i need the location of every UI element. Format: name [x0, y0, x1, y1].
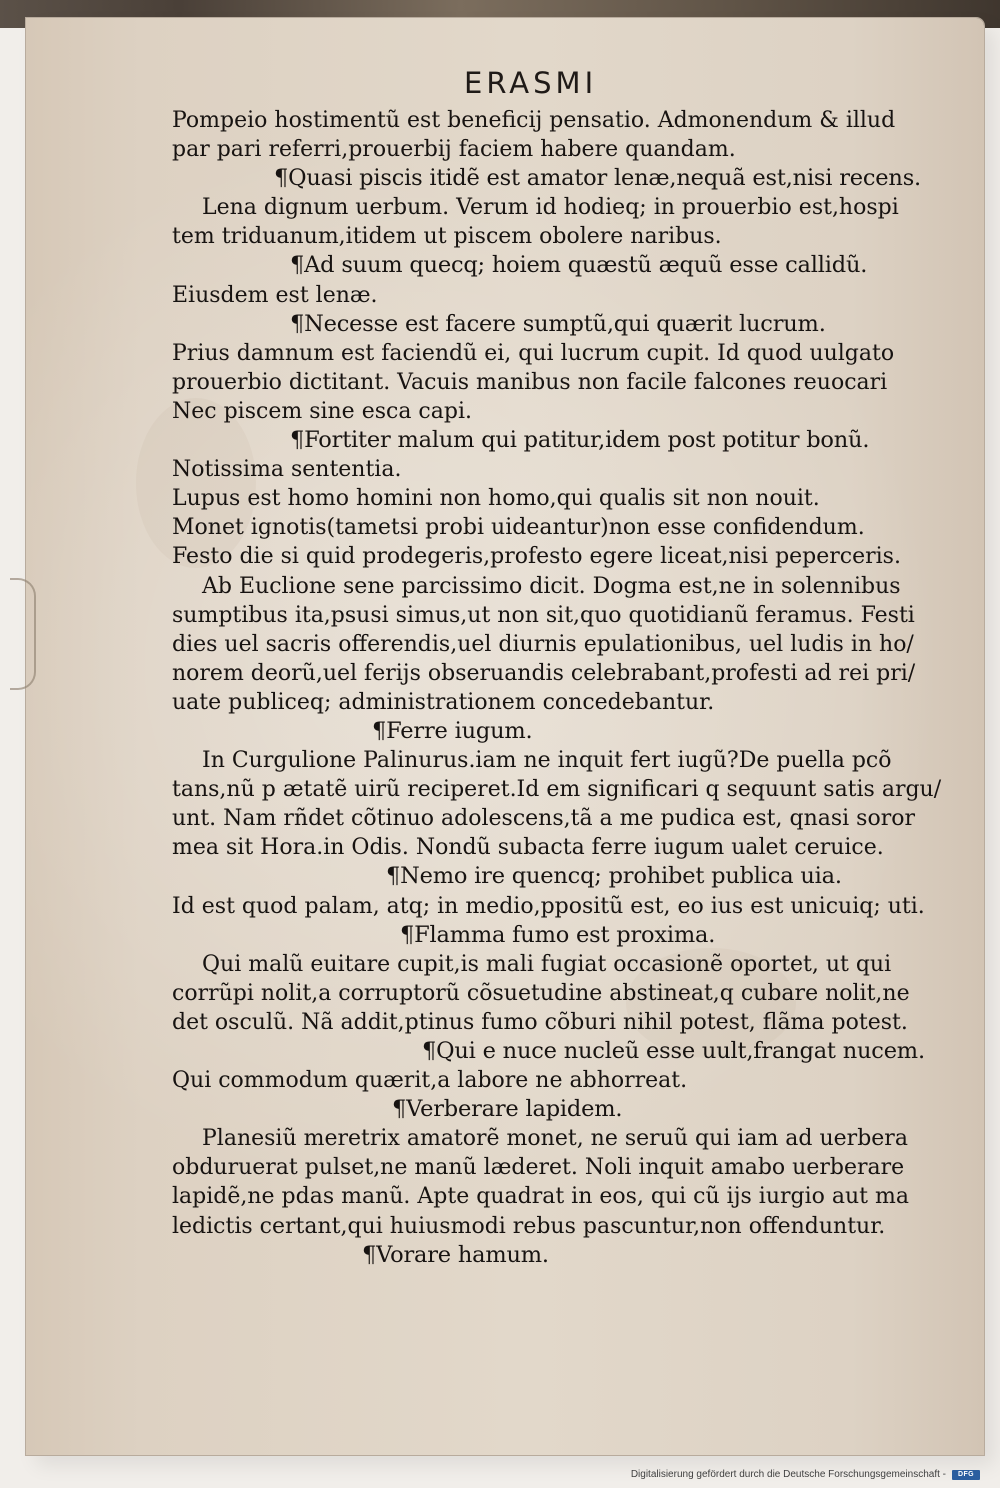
text-line: obduruerat pulset,ne manũ læderet. Noli inquit amabo uerberare [172, 1155, 905, 1181]
text-line: Lena dignum uerbum. Verum id hodieq; in prouerbio est,hospi [202, 195, 899, 221]
text-line: sumptibus ita,psusi simus,ut non sit,quo quotidianũ feramus. Festi [172, 602, 915, 628]
text-line: norem deorũ,uel ferijs obseruandis celebrabant,profesti ad rei pri/ [172, 660, 916, 686]
proverb-heading: ¶Vorare hamum. [362, 1241, 549, 1268]
credit-text: Digitalisierung gefördert durch die Deutsche Forschungsgemeinschaft - [630, 1469, 946, 1480]
text-line: Eiusdem est lenæ. [172, 282, 378, 308]
text-line: Notissima sententia. [172, 457, 402, 483]
text-line: Festo die si quid prodegeris,profesto egere liceat,nisi peperceris. [172, 544, 901, 570]
text-line: corrũpi nolit,a corruptorũ cõsuetudine abstineat,q cubare nolit,ne [172, 980, 910, 1006]
text-line: tans,nũ p ætatẽ uirũ reciperet.Id em significari q sequunt satis argu/ [172, 777, 942, 803]
proverb-heading: ¶Qui e nuce nucleũ esse uult,frangat nucem. [422, 1038, 925, 1064]
text-line: Planesiũ meretrix amatorẽ monet, ne seruũ qui iam ad uerbera [202, 1126, 908, 1152]
page-text [172, 106, 942, 1270]
text-line: Prius damnum est faciendũ ei, qui lucrum cupit. Id quod uulgato [172, 340, 895, 366]
text-line: lapidẽ,ne pdas manũ. Apte quadrat in eos, qui cũ ijs iurgio aut ma [172, 1184, 909, 1210]
book-page [26, 18, 984, 1455]
text-line: Ab Euclione sene parcissimo dicit. Dogma est,ne in solennibus [202, 573, 901, 599]
text-line: det osculũ. Nã addit,ptinus fumo cõburi nihil potest, flãma potest. [172, 1009, 908, 1035]
text-line: par pari referri,prouerbij faciem habere quandam. [172, 137, 736, 163]
text-line: Pompeio hostimentũ est beneficij pensatio. Admonendum & illud [172, 108, 896, 133]
proverb-heading: ¶Necesse est facere sumptũ,qui quærit lucrum. [290, 310, 826, 337]
dfg-logo: DFG [952, 1470, 980, 1480]
text-line: prouerbio dictitant. Vacuis manibus non facile falcones reuocari [172, 369, 888, 395]
proverb-heading: ¶Nemo ire quencq; prohibet publica uia. [386, 863, 842, 890]
proverb-heading: ¶Ferre iugum. [372, 717, 533, 744]
digitization-credit [631, 1469, 980, 1480]
text-line: Id est quod palam, atq; in medio,ppositũ est, eo ius est unicuiq; uti. [172, 893, 925, 919]
text-line: uate publiceq; administrationem concedebantur. [172, 689, 715, 715]
proverb-heading: ¶Quasi piscis itidẽ est amator lenæ,nequã est,nisi recens. [274, 165, 922, 192]
text-line: unt. Nam rñdet cõtinuo adolescens,tã a me pudica est, qnasi soror [172, 806, 915, 832]
text-line: ledictis certant,qui huiusmodi rebus pascuntur,non offenduntur. [172, 1213, 886, 1239]
text-line: Lupus est homo homini non homo,qui qualis sit non nouit. [172, 486, 820, 512]
text-line: mea sit Hora.in Odis. Nondũ subacta ferre iugum ualet ceruice. [172, 835, 884, 861]
proverb-heading: ¶Fortiter malum qui patitur,idem post potitur bonũ. [290, 427, 870, 454]
proverb-heading: ¶Verberare lapidem. [392, 1096, 623, 1123]
text-line: In Curgulione Palinurus.iam ne inquit fert iugũ?De puella pcõ [202, 748, 892, 774]
running-header: ERASMI [464, 66, 598, 100]
text-line: Monet ignotis(tametsi probi uideantur)non esse confidendum. [172, 515, 865, 541]
proverb-heading: ¶Flamma fumo est proxima. [400, 921, 716, 948]
proverb-heading: ¶Ad suum quecq; hoiem quæstũ æquũ esse callidũ. [290, 252, 868, 279]
text-line: Qui malũ euitare cupit,is mali fugiat occasionẽ oportet, ut qui [202, 951, 892, 977]
text-line: Nec piscem sine esca capi. [172, 398, 472, 424]
text-line: Qui commodum quærit,a labore ne abhorreat. [172, 1068, 688, 1094]
text-line: tem triduanum,itidem ut piscem obolere naribus. [172, 224, 722, 250]
text-line: dies uel sacris offerendis,uel diurnis epulationibus, uel ludis in ho/ [172, 631, 914, 657]
